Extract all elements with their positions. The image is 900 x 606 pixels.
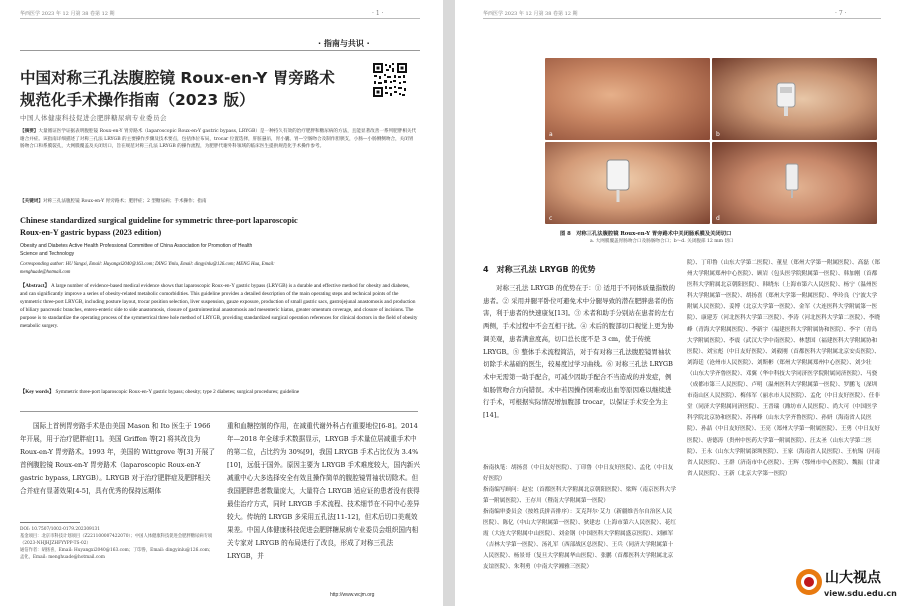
title-rule bbox=[20, 50, 420, 51]
surgical-photo-b bbox=[712, 58, 877, 140]
photo-label-d: d bbox=[716, 215, 720, 222]
photo-label-a: a bbox=[549, 131, 553, 138]
photo-label-c: c bbox=[549, 215, 553, 222]
body-column-2: 重和血糖控制的作用，在减重代谢外科占有重要地位[6-8]。2014 年—2018 年全球手术数据显示，LRYGB 手术量位居减重手术中的第二位，占比约为 30%[9]，我国 LRYGB 手术占比仅为 3.4%[10]，远低于国外。原因主要为 LRYGB 手术难度较大，国内新兴减重中心大多选择安全有效且操作简单的腹腔镜胃袖状切除术。但我国肥胖患者数量庞大，大量符合 LRYGB 适应证的患者没有获得最佳治疗方式，同时 LRYGB 手术流程、技术细节在不同中心差异较大。传统的 LRYGB 多采用五孔法[11-12]，但术后切口美观效果差。中国人体健康科技促进会肥胖糖尿病专业委员会组织国内相关专家对 LRYGB 的布局进行了改良，形成了对称三孔法 LRYGB，并 bbox=[227, 422, 420, 560]
committee-members: 院）、丁印鲁（山东大学第二医院）、董星（郑州大学第一附属医院）、高磊（郑州大学附属郑州中心医院）、顾岩（包头医学院附属第一医院）、韩加刚（首都医科大学附属北京朝阳医院）、韩晓东（上海市第六人民医院）、杨宁（温州医科大学附属第一医院）、胡扬喜（郑州大学第一附属医院）、华玲良（宁波大学附属人民医院）、姜博（北京大学第一医院）、金军（大连医科大学附属第一医院）、康建芳（河北医科大学第三医院）、李涛（河北医科大学第二医院）、李晓峰（青海大学附属医院）、李新宇（福建医科大学附属协和医院）、李宇（青岛大学附属医院）、李震（武汉大学中南医院）、林慧国（福建医科大学附属协和医院）、刘宝彪（中日友好医院）、刘毅刚（首都医科大学附属北京安贞医院）、刘海廷（沧州市人民医院）、刘斯彬（郑州大学附属郑州中心医院）、刘少壮（山东大学齐鲁医院）、邓翼（华中科技大学同济医学院附属同济医院）、马骁（成都市第三人民医院）、卢明（温州医科大学附属第一医院）、罗鹏飞（深圳市南山区人民医院）、梅伟军（丽水市人民医院）、孟化（中日友好医院）、任非堂（同济大学附属同济医院）、王晋瑞（潍坊市人民医院）、尚大可（中国医学科学院北京协和医院）、苏再峰（山东大学齐鲁医院）、孙妍（海南省人民医院）、孙喆（中日友好医院）、王亮（郑州大学第一附属医院）、王勇（中日友好医院）、唐德涛（贵州中医药大学第一附属医院）、汪太圣（山东大学第二医院）、王永（山东大学附属深圳医院）、王家（海南省人民医院）、王杭锡（河南省人民医院）、王群（济南市中心医院）、王辉（鄂州市中心医院）、魏振（甘肃省人民医院）、王新（北京大学第一医院） bbox=[687, 260, 880, 477]
abstract-en-text: A large number of evidence-based medical evidence shows that laparoscopic Roux-en-Y gastric bypass (LRYGB) is a durable and effective method for obesity and diabetes, and can significantly improve a series of obesity-related metabolic comorbidities. This guideline provides a detailed description of the main operating steps and technical points of the symmetric three-port LRYGB, including posture layout, trocar position selection, liver suspension, gauze exposure, production of small gastric sacs, gastrojejunal anastomosis and production of biliary pancreatic branches, entero-enteric side to side anastomosis, closure of gastrointestinal anastomosis and mesenteric hiatus, greater omentum coverage, and closure of incisions. The purpose is to standardize the operating process of the symmetrical three hole method of LRYGB, providing standardized surgical operation references for clinical doctors in the field of obesity metabolic surgery. bbox=[20, 283, 418, 329]
closure-device-icon bbox=[772, 160, 812, 200]
needle-holder-icon bbox=[595, 154, 645, 204]
section-body: 对称三孔法 LRYGB 的优势在于：① 适用于不同体质量指数的患者。② 采用并腿平卧位可避免术中分腿导致的潜在肥胖患者的伤害，利于患者的快速康复[13]。③ 术者和助手分别站在患者的左右两侧，手术过程中不会互相干扰。④ 术后的腹部切口视觉上更为协调美观，患者满意度高，切口总长度不是 3 cm，优于传统 LRYGB。⑤ 整体手术流程简洁，对于有对称三孔法腹腔镜胃袖状切除手术基础的医生，较易度过学习曲线。⑥ 对称三孔法 LRYGB 术中无需第一助手配合，可减少因助手配合不当造成的并发症，例如肠管吻合方向错误。术中若因操作困难或出血等原因难以继续进行手术，可根据实际情况增加腹部 trocar，以保证手术安全为主[14]。 bbox=[483, 284, 675, 420]
watermark-title: 山大视点 bbox=[825, 570, 881, 586]
title-cn-line2: 规范化手术操作指南（2023 版） bbox=[20, 91, 255, 109]
keywords-cn-label: 【关键词】 bbox=[20, 199, 43, 204]
abstract-en-label: 【Abstract】 bbox=[20, 283, 50, 289]
abstract-cn-label: 【摘要】 bbox=[20, 129, 39, 134]
body-column-1: 国际上首例胃旁路手术是由美国 Mason 和 Ito 医生于 1966 年开展，用于治疗肥胖症[1]。美国 Griffen 等[2] 将其改良为 Roux-en-Y 胃旁路术。1993 年，美国的 Wittgrove 等[3] 开展了首例腹腔镜 Roux-en-Y 胃旁路术（laparoscopic Roux-en-Y gastric bypass, LRYGB）。LRYGB 对于治疗肥胖症及肥胖相关合并症有显著效果[4-5]，具有优秀的保持远期体 bbox=[20, 422, 215, 495]
watermark-url: view.sdu.edu.cn bbox=[824, 589, 897, 598]
watermark bbox=[792, 563, 900, 606]
watermark-logo-icon bbox=[794, 567, 824, 597]
page-number-right: · 7 · bbox=[835, 10, 847, 17]
affiliation-en-line1: Obesity and Diabetes Active Health Professional Committee of China Association for Promotion of Health bbox=[20, 243, 253, 249]
title-en-line2: Roux-en-Y gastric bypass (2023 edition) bbox=[20, 228, 162, 237]
keywords-en bbox=[20, 388, 418, 406]
keywords-cn-text: 对称三孔法腹腔镜 Roux-en-Y 胃旁路术；肥胖症；2 型糖尿病；手术操作；指南 bbox=[42, 199, 207, 204]
page-number-left: · 1 · bbox=[372, 10, 384, 17]
corresponding-line2: menghuade@hotmail.com bbox=[20, 270, 71, 275]
header-rule bbox=[20, 18, 420, 19]
corresponding-line1: Corresponding author: HU Yangxi, Email: Huyangxi2040@163.com; DING Yinlu, Email: dingyinlu@126.com; MENG Hua, Email: bbox=[20, 262, 275, 267]
keywords-cn bbox=[20, 198, 418, 207]
guide-contributors: 指南执笔：胡扬喜（中日友好医院）、丁印鲁（中日友好医院）、孟化（中日友好医院） 指南编写顾问：赵宏（首都医科大学附属北京朝阳医院）、梁辉（南京医科大学第一附属医院）、王存川（暨南大学附属第一医院） 指南编审委员会（按姓氏拼音排序）：艾克拜尔·艾力（新疆维吾尔自治区人民医院）、陈亿（中山大学附属第一医院）、狄建忠（上海市第六人民医院）、花红霞（大连大学附属中山医院）、刘金钢（中国医科大学附属盛京医院）、刘雁军（吉林大学第一医院）、汤礼军（西部战区总医院）、王兵（同济大学附属第十人民医院）、杨景哥（复旦大学附属华山医院）、张鹏（首都医科大学附属北京友谊医院）、朱利勇（中南大学湘雅三医院） bbox=[483, 465, 676, 570]
trocar-instrument-icon bbox=[767, 78, 807, 118]
title-cn-line1: 中国对称三孔法腹腔镜 Roux-en-Y 胃旁路术 bbox=[20, 69, 335, 87]
abstract-en bbox=[20, 282, 418, 394]
affiliation-en-line2: Science and Technology bbox=[20, 251, 75, 257]
abstract-cn-text: 大量循证医学证据表明腹腔镜 Roux-en-Y 胃旁路术（laparoscopic Roux-en-Y gastric bypass, LRYGB）是一种持久有效的治疗肥胖和糖尿病的方法，且能显著改善一系列肥胖相关代谢合并症。该指南详细描述了对称三孔法 LRYGB 的主要操作步骤及技术要点，包括体位布局，trocar 位置选择，肝脏悬吊，胃小囊、胃—空肠吻合及制作胆胰支，小肠—小肠侧侧吻合，关闭胃肠吻合口和系膜裂孔，大网膜覆盖及关闭切口，旨在规范对称三孔法 LRYGB 的操作流程，为肥胖代谢外科领域的临床医生提供规范化手术操作参考。 bbox=[20, 129, 417, 150]
figure-caption: 图 8 对称三孔法腹腔镜 Roux-en-Y 胃旁路术中关闭肠系膜及关闭切口 bbox=[560, 231, 732, 237]
title-en-line1: Chinese standardized surgical guideline for symmetric three-port laparoscopic bbox=[20, 216, 298, 225]
running-header-left: 华西医学 2023 年 12 月第 38 卷第 12 期 bbox=[20, 11, 115, 17]
right-journal-page bbox=[455, 0, 900, 606]
surgical-photo-a bbox=[545, 58, 710, 140]
surgical-photo-c bbox=[545, 142, 710, 224]
journal-website[interactable]: http://www.wcjm.org bbox=[330, 592, 375, 598]
header-rule bbox=[483, 18, 881, 19]
left-journal-page bbox=[0, 0, 443, 606]
keywords-en-text: Symmetric three-port laparoscopic Roux-en-Y gastric bypass; obesity; type 2 diabetes; surgical procedures; guideline bbox=[55, 389, 300, 395]
photo-label-b: b bbox=[716, 131, 720, 138]
abstract-divider bbox=[20, 411, 418, 412]
footnote: DOI: 10.7507/1002-0179.202309131 基金项目：北京市科技计划项目（Z221100007422070）；中国人体健康科技促进会肥胖糖尿病专项（2023-NHJHJZHFYYPP-TS-02） 通信作者：胡扬喜，Email: Huyangxi2040@163.com；丁印鲁，Email: dingyinlu@126.com；孟化，Email: menghuade@hotmail.com bbox=[20, 527, 214, 560]
figure-subcaption: a. 大网膜覆盖胃肠吻合口及肠肠吻合口；b～d. 关闭腹部 12 mm 切口 bbox=[590, 239, 734, 244]
surgical-photo-d bbox=[712, 142, 877, 224]
keywords-en-label: 【Key words】 bbox=[20, 389, 55, 395]
authors-cn: 中国人体健康科技促进会肥胖糖尿病专业委员会 bbox=[20, 114, 167, 122]
qr-code-icon bbox=[372, 62, 408, 98]
running-header-right: 华西医学 2023 年 12 月第 38 卷第 12 期 bbox=[483, 11, 578, 17]
section-heading: 4 对称三孔法 LRYGB 的优势 bbox=[483, 265, 596, 274]
abstract-cn bbox=[20, 128, 418, 196]
section-tag: · 指南与共识 · bbox=[318, 39, 370, 48]
footnote-rule bbox=[20, 522, 80, 523]
